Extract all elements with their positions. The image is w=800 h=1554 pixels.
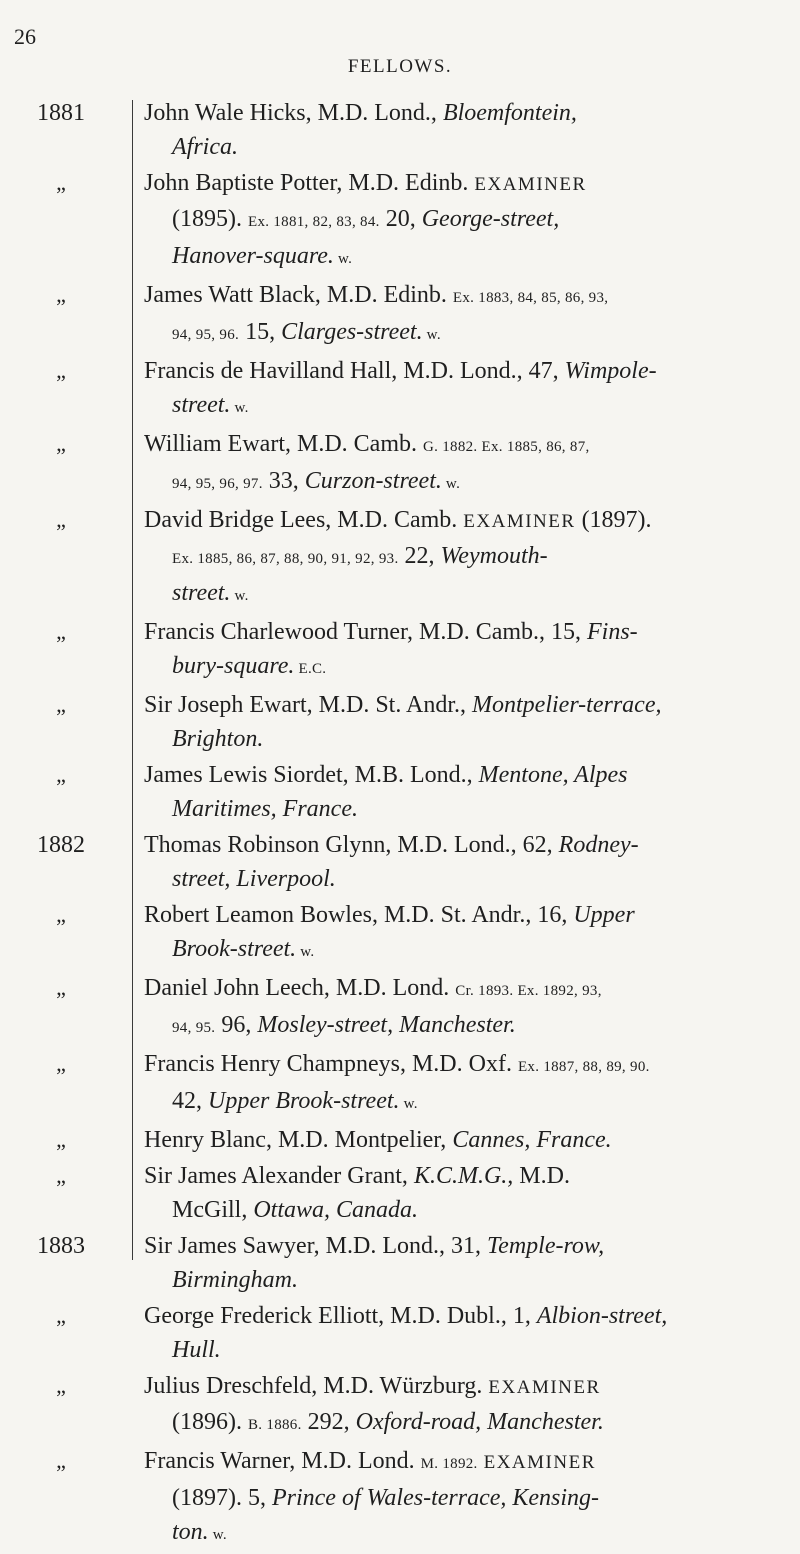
- text-segment: Cr. 1893. Ex. 1892, 93,: [455, 983, 602, 999]
- text-segment: Prince of Wales-terrace, Kensing-: [271, 1485, 600, 1511]
- fellows-list: [0, 96, 800, 1554]
- text-segment: 15,: [239, 319, 282, 345]
- fellow-entry-text: [144, 1159, 788, 1227]
- text-segment: Weymouth-: [440, 543, 548, 569]
- text-segment: 33,: [262, 468, 305, 494]
- election-year: „: [56, 282, 66, 307]
- fellow-entry-text: [144, 1229, 788, 1297]
- fellow-entry: [0, 1299, 800, 1367]
- text-segment: M. 1892.: [420, 1456, 478, 1472]
- text-segment: w.: [399, 1096, 418, 1112]
- page-number: 26: [14, 24, 36, 49]
- text-segment: Africa.: [172, 134, 238, 160]
- text-segment: George-street,: [421, 206, 560, 232]
- fellow-entry-text: [144, 1444, 788, 1552]
- text-segment: Clarges-street.: [281, 319, 423, 345]
- entry-line: [144, 427, 788, 464]
- text-segment: James Watt Black, M.D. Edinb.: [144, 282, 453, 308]
- text-segment: George Frederick Elliott, M.D. Dubl., 1,: [144, 1303, 537, 1329]
- entry-line: [144, 1369, 788, 1405]
- fellow-entry-text: [144, 1123, 788, 1157]
- text-segment: Brook-street.: [172, 936, 297, 962]
- text-segment: Ex. 1883, 84, 85, 86, 93,: [452, 290, 609, 306]
- text-segment: 96,: [215, 1012, 258, 1038]
- text-segment: (1896).: [172, 1409, 248, 1435]
- fellow-entry-text: [144, 278, 788, 352]
- text-segment: Ex. 1887, 88, 89, 90.: [517, 1059, 650, 1075]
- entry-line: [144, 96, 788, 130]
- text-segment: Ex. 1881, 82, 83, 84.: [247, 214, 380, 230]
- election-year: „: [56, 358, 66, 383]
- entry-line: [144, 1229, 788, 1263]
- fellow-entry: [0, 1123, 800, 1157]
- entry-line: [144, 1008, 788, 1045]
- entry-line: [144, 539, 788, 576]
- fellow-entry: [0, 1369, 800, 1442]
- entry-line: [144, 722, 788, 756]
- fellow-entry-text: [144, 1369, 788, 1442]
- fellow-entry-text: [144, 1299, 788, 1367]
- text-segment: William Ewart, M.D. Camb.: [144, 431, 423, 457]
- entry-line: [144, 1159, 788, 1193]
- entry-line: [144, 1481, 788, 1515]
- fellow-entry: [0, 688, 800, 756]
- election-year: „: [56, 1448, 66, 1473]
- text-segment: Thomas Robinson Glynn, M.D. Lond., 62,: [144, 832, 559, 858]
- fellow-entry: [0, 1444, 800, 1552]
- text-segment: Hanover-square.: [172, 243, 334, 269]
- text-segment: Upper Brook-street.: [208, 1088, 400, 1114]
- text-segment: EXAMINER: [488, 1377, 601, 1398]
- entry-line: [144, 1444, 788, 1481]
- text-segment: 22,: [398, 543, 441, 569]
- text-segment: Francis Henry Champneys, M.D. Oxf.: [144, 1051, 518, 1077]
- entry-line: [144, 202, 788, 239]
- fellow-entry: [0, 898, 800, 969]
- text-segment: Hull.: [172, 1337, 221, 1363]
- text-segment: w.: [208, 1527, 227, 1543]
- entry-line: [144, 464, 788, 501]
- entry-line: [144, 503, 788, 539]
- election-year: „: [56, 619, 66, 644]
- fellow-entry-text: [144, 166, 788, 276]
- entry-line: [144, 1047, 788, 1084]
- text-segment: Sir Joseph Ewart, M.D. St. Andr.,: [144, 692, 473, 718]
- fellow-entry: [0, 615, 800, 686]
- election-year: „: [56, 1303, 66, 1328]
- election-year: „: [56, 762, 66, 787]
- text-segment: w.: [333, 251, 353, 267]
- election-year: „: [56, 1373, 66, 1398]
- text-segment: Sir James Sawyer, M.D. Lond., 31,: [144, 1233, 488, 1259]
- text-segment: K.C.M.G.,: [413, 1163, 514, 1189]
- fellow-entry-text: [144, 427, 788, 501]
- text-segment: Fins-: [587, 619, 638, 645]
- election-year: „: [56, 1163, 66, 1188]
- fellow-entry: [0, 166, 800, 276]
- election-year: 1882: [37, 832, 85, 858]
- text-segment: David Bridge Lees, M.D. Camb.: [144, 507, 464, 533]
- text-segment: Francis de Havilland Hall, M.D. Lond., 47,: [144, 358, 565, 384]
- text-segment: w.: [422, 327, 441, 343]
- election-year: 1881: [37, 100, 85, 126]
- text-segment: Cannes, France.: [452, 1127, 612, 1153]
- fellow-entry: [0, 1047, 800, 1121]
- text-segment: street.: [172, 580, 231, 606]
- text-segment: 20,: [379, 206, 422, 232]
- fellow-entry-text: [144, 1047, 788, 1121]
- fellow-entry: [0, 758, 800, 826]
- text-segment: w.: [230, 400, 249, 416]
- fellow-entry-text: [144, 615, 788, 686]
- text-segment: w.: [441, 476, 461, 492]
- text-segment: Albion-street,: [536, 1303, 668, 1329]
- text-segment: (1897).: [575, 507, 652, 533]
- fellow-entry: [0, 971, 800, 1045]
- fellow-entry: [0, 96, 800, 164]
- fellow-entry: [0, 354, 800, 425]
- text-segment: street, Liverpool.: [172, 866, 336, 892]
- text-segment: Henry Blanc, M.D. Montpelier,: [144, 1127, 453, 1153]
- election-year: „: [56, 692, 66, 717]
- text-segment: Francis Warner, M.D. Lond.: [144, 1448, 421, 1474]
- text-segment: Oxford-road, Manchester.: [355, 1409, 604, 1435]
- text-segment: ton.: [172, 1519, 209, 1545]
- fellow-entry-text: [144, 688, 788, 756]
- text-segment: Montpelier-terrace,: [472, 692, 662, 718]
- election-year: „: [56, 1127, 66, 1152]
- text-segment: James Lewis Siordet, M.B. Lond.,: [144, 762, 479, 788]
- entry-line: [144, 828, 788, 862]
- fellow-entry-text: [144, 96, 788, 164]
- text-segment: McGill,: [172, 1197, 254, 1223]
- text-segment: Upper: [573, 902, 635, 928]
- entry-line: [144, 649, 788, 686]
- text-segment: E.C.: [294, 661, 327, 677]
- text-segment: w.: [230, 588, 249, 604]
- entry-line: [144, 1299, 788, 1333]
- entry-line: [144, 1333, 788, 1367]
- entry-line: [144, 615, 788, 649]
- text-segment: Brighton.: [172, 726, 264, 752]
- text-segment: street.: [172, 392, 231, 418]
- entry-line: [144, 278, 788, 315]
- text-segment: Sir James Alexander Grant,: [144, 1163, 414, 1189]
- text-segment: Julius Dreschfeld, M.D. Würzburg.: [144, 1373, 489, 1399]
- text-segment: G. 1882. Ex. 1885, 86, 87,: [423, 439, 590, 455]
- election-year: „: [56, 431, 66, 456]
- fellow-entry: [0, 278, 800, 352]
- text-segment: (1897). 5,: [172, 1485, 272, 1511]
- entry-line: [144, 792, 788, 826]
- text-segment: Francis Charlewood Turner, M.D. Camb., 15,: [144, 619, 588, 645]
- fellow-entry: [0, 1159, 800, 1227]
- fellow-entry: [0, 1229, 800, 1297]
- text-segment: (1895).: [172, 206, 248, 232]
- fellow-entry-text: [144, 898, 788, 969]
- text-segment: 94, 95.: [172, 1020, 216, 1036]
- entry-line: [144, 971, 788, 1008]
- fellow-entry: [0, 503, 800, 613]
- text-segment: Curzon-street.: [304, 468, 442, 494]
- text-segment: EXAMINER: [483, 1452, 596, 1473]
- text-segment: Daniel John Leech, M.D. Lond.: [144, 975, 456, 1001]
- fellow-entry: [0, 828, 800, 896]
- text-segment: bury-square.: [172, 653, 295, 679]
- text-segment: Mentone, Alpes: [478, 762, 628, 788]
- election-year: „: [56, 507, 66, 532]
- entry-line: [144, 1193, 788, 1227]
- entry-line: [144, 239, 788, 276]
- entry-line: [144, 1084, 788, 1121]
- text-segment: M.D.: [513, 1163, 570, 1189]
- text-segment: Ottawa, Canada.: [253, 1197, 419, 1223]
- fellow-entry: [0, 427, 800, 501]
- text-segment: Robert Leamon Bowles, M.D. St. Andr., 16,: [144, 902, 574, 928]
- entry-line: [144, 315, 788, 352]
- election-year: 1883: [37, 1233, 85, 1259]
- entry-line: [144, 758, 788, 792]
- election-year: „: [56, 1051, 66, 1076]
- text-segment: B. 1886.: [247, 1417, 302, 1433]
- entry-line: [144, 932, 788, 969]
- entry-line: [144, 688, 788, 722]
- entry-line: [144, 576, 788, 613]
- entry-line: [144, 1405, 788, 1442]
- election-year: „: [56, 975, 66, 1000]
- entry-line: [144, 1123, 788, 1157]
- running-head: FELLOWS.: [347, 56, 453, 77]
- fellow-entry-text: [144, 971, 788, 1045]
- text-segment: John Wale Hicks, M.D. Lond.,: [144, 100, 443, 126]
- fellow-entry-text: [144, 503, 788, 613]
- text-segment: Rodney-: [558, 832, 639, 858]
- text-segment: 42,: [172, 1088, 208, 1114]
- entry-line: [144, 1263, 788, 1297]
- text-segment: 94, 95, 96, 97.: [172, 476, 263, 492]
- election-year: „: [56, 170, 66, 195]
- entry-line: [144, 1515, 788, 1552]
- entry-line: [144, 354, 788, 388]
- text-segment: Maritimes, France.: [172, 796, 358, 822]
- text-segment: 94, 95, 96.: [172, 327, 240, 343]
- text-segment: John Baptiste Potter, M.D. Edinb.: [144, 170, 475, 196]
- text-segment: Bloemfontein,: [442, 100, 577, 126]
- text-segment: EXAMINER: [463, 511, 576, 532]
- election-year: „: [56, 902, 66, 927]
- text-segment: Wimpole-: [564, 358, 657, 384]
- fellow-entry-text: [144, 354, 788, 425]
- text-segment: Temple-row,: [487, 1233, 605, 1259]
- text-segment: Birmingham.: [172, 1267, 298, 1293]
- text-segment: w.: [296, 944, 315, 960]
- entry-line: [144, 166, 788, 202]
- entry-line: [144, 130, 788, 164]
- text-segment: 292,: [301, 1409, 356, 1435]
- entry-line: [144, 862, 788, 896]
- text-segment: Ex. 1885, 86, 87, 88, 90, 91, 92, 93.: [172, 551, 399, 567]
- entry-line: [144, 898, 788, 932]
- text-segment: Mosley-street, Manchester.: [257, 1012, 516, 1038]
- fellow-entry-text: [144, 758, 788, 826]
- text-segment: EXAMINER: [474, 174, 587, 195]
- entry-line: [144, 388, 788, 425]
- fellow-entry-text: [144, 828, 788, 896]
